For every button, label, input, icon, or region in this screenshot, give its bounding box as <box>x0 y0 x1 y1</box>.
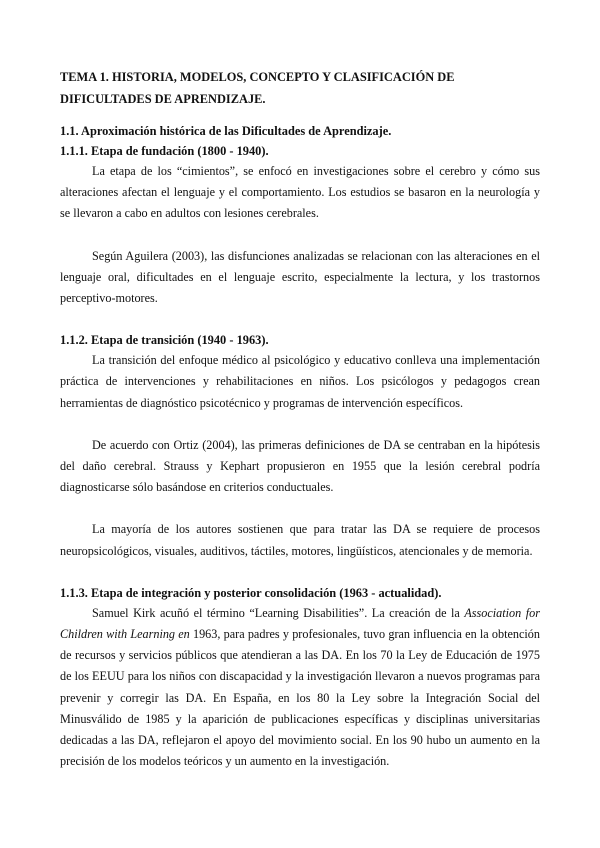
document-title: TEMA 1. HISTORIA, MODELOS, CONCEPTO Y CLASIFICACIÓN DE DIFICULTADES DE APRENDIZAJE. <box>60 70 455 106</box>
paragraph-cimientos: La etapa de los “cimientos”, se enfocó en investigaciones sobre el cerebro y cómo sus alteraciones afectan el lenguaje y el comportamiento. Los estudios se basaron en la neurología y se llevaron a cabo en adultos con lesiones cerebrales. <box>60 164 540 221</box>
paragraph-kirk-rest: 1963, para padres y profesionales, tuvo gran influencia en la obtención de recursos y servicios públicos que atendieran a las DA. En los 70 la Ley de Educación de 1975 de los EEUU para los niños con discapacidad y la investigación llevaron a nuevos programas para prevenir y corregir las DA. En España, en los 80 la Ley sobre la Integración Social del Minusválido de 1985 y la aparición de publicaciones específicas y disciplinas universitarias dedicadas a las DA, reflejaron el apoyo del movimiento social. En los 90 hubo un aumento en la precisión de los modelos teóricos y un aumento en la investigación. <box>60 627 540 769</box>
paragraph-mayoria: La mayoría de los autores sostienen que para tratar las DA se requiere de procesos neuropsicológicos, visuales, auditivos, táctiles, motores, lingüísticos, atencionales y de memoria. <box>60 522 540 558</box>
section-heading-1-1-3: 1.1.3. Etapa de integración y posterior consolidación (1963 - actualidad). <box>60 585 442 600</box>
section-heading-1-1-1: 1.1.1. Etapa de fundación (1800 - 1940). <box>60 144 269 158</box>
section-heading-1-1: 1.1. Aproximación histórica de las Dificultades de Aprendizaje. <box>60 124 392 138</box>
paragraph-transicion: La transición del enfoque médico al psicológico y educativo conlleva una implementación práctica de intervenciones y rehabilitaciones en niños. Los psicólogos y pedagogos crean herramientas de diagnóstico psicotécnico y programas de intervención específicos. <box>60 353 540 410</box>
paragraph-kirk-intro: Samuel Kirk acuñó el término “Learning Disabilities”. La creación de la <box>92 605 465 620</box>
paragraph-aguilera: Según Aguilera (2003), las disfunciones analizadas se relacionan con las alteraciones en el lenguaje oral, dificultades en el lenguaje escrito, especialmente la lectura, y los trastornos perceptivo-motores. <box>60 248 540 306</box>
association-name: Association for Children with Learning en <box>60 605 540 642</box>
paragraph-kirk <box>60 603 540 773</box>
paragraph-ortiz: De acuerdo con Ortiz (2004), las primeras definiciones de DA se centraban en la hipótesis del daño cerebral. Strauss y Kephart propusieron en 1955 que la lesión cerebral podría diagnosticarse sólo basándose en criterios conductuales. <box>60 437 540 495</box>
section-heading-1-1-2: 1.1.2. Etapa de transición (1940 - 1963). <box>60 333 269 348</box>
